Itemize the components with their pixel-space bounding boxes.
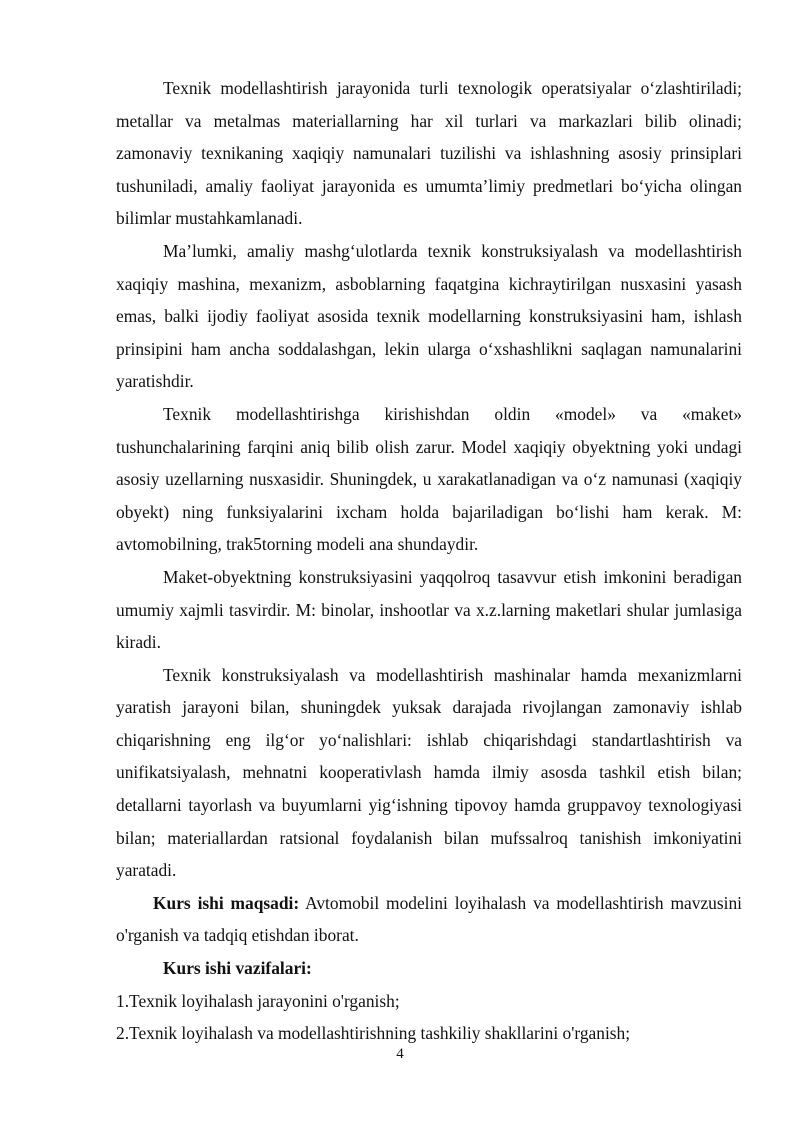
paragraph-texnik-modellashtirish: Texnik modellashtirish jarayonida turli texnologik operatsiyalar o‘zlashtiriladi; metallar va metalmas materiallarning har xil turlari va markazlari bilib olinadi; zamonaviy texnikaning xaqiqiy namunalari tuzilishi va ishlashning asosiy prinsiplari tushuniladi, amaliy faoliyat jarayonida es umumta’limiy predmetlari bo‘yicha olingan bilimlar mustahkamlanadi. [116, 78, 742, 229]
list-item: 1.Texnik loyihalash jarayonini o'rganish; [116, 990, 400, 1011]
paragraph-kurs-maqsadi [116, 887, 742, 952]
kurs-maqsadi-text: Avtomobil modelini loyihalash va modellashtirish mavzusini o'rganish va tadqiq etishdan iborat. [116, 892, 742, 946]
paragraph-texnik-konstruksiyalash: Texnik konstruksiyalash va modellashtirish mashinalar hamda mexanizmlarni yaratish jarayoni bilan, shuningdek yuksak darajada rivojlangan zamonaviy ishlab chiqarishning eng ilg‘or yo‘nalishlari: ishlab chiqarishdagi standartlashtirish va unifikatsiyalash, mehnatni kooperativlash hamda ilmiy asosda tashkil etish bilan; detallarni tayorlash va buyumlarni yig‘ishning tipovoy hamda gruppavoy texnologiyasi bilan; materiallardan ratsional foydalanish bilan mufssalroq tanishish imkoniyatini yaratadi. [116, 664, 742, 881]
document-page [116, 72, 742, 1050]
kurs-vazifalari-heading: Kurs ishi vazifalari: [163, 958, 312, 979]
page-number: 4 [396, 1046, 404, 1062]
kurs-maqsadi-label: Kurs ishi maqsadi: [153, 892, 300, 913]
list-item: 2.Texnik loyihalash va modellashtirishning tashkiliy shakllarini o'rganish; [116, 1023, 631, 1044]
paragraph-model-maket: Texnik modellashtirishga kirishishdan oldin «model» va «maket» tushunchalarining farqini aniq bilib olish zarur. Model xaqiqiy obyektning yoki undagi asosiy uzellarning nusxasidir. Shuningdek, u xarakatlanadigan va o‘z namunasi (xaqiqiy obyekt) ning funksiyalarini ixcham holda bajariladigan bo‘lishi ham kerak. M: avtomobilning, trak5torning modeli ana shundaydir. [116, 403, 742, 555]
paragraph-malumki: Ma’lumki, amaliy mashg‘ulotlarda texnik konstruksiyalash va modellashtirish xaqiqiy mashina, mexanizm, asboblarning faqatgina kichraytirilgan nusxasini yasash emas, balki ijodiy faoliyat asosida texnik modellarning konstruksiyasini ham, ishlash prinsipini ham ancha soddalashgan, lekin ularga o‘xshashlikni saqlagan namunalarini yaratishdir. [116, 240, 742, 392]
paragraph-maket-definition: Maket-obyektning konstruksiyasini yaqqolroq tasavvur etish imkonini beradigan umumiy xajmli tasvirdir. M: binolar, inshootlar va x.z.larning maketlari shular jumlasiga kiradi. [116, 566, 742, 653]
